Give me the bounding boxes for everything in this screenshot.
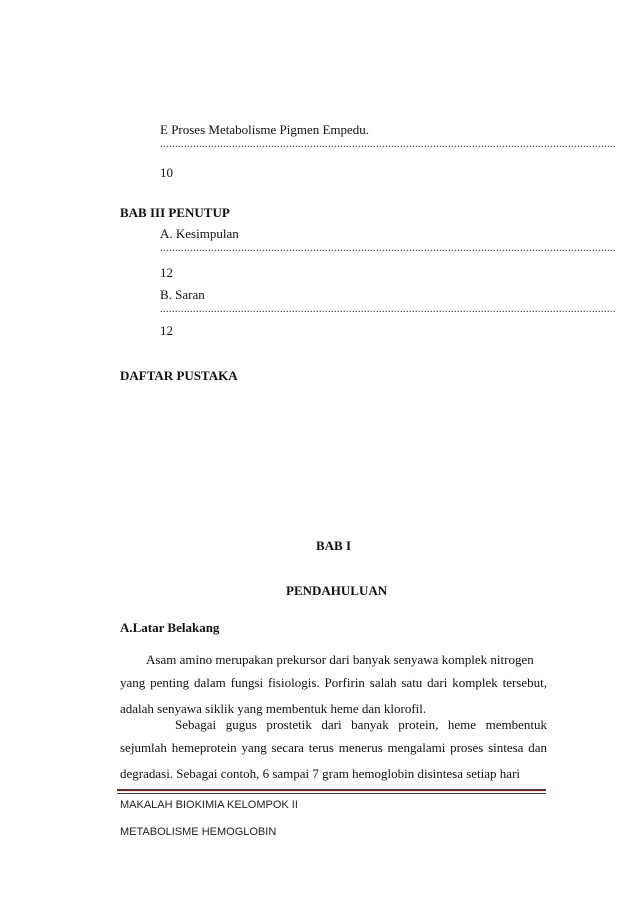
footer-rule [117, 789, 546, 791]
chapter-title: PENDAHULUAN [286, 583, 388, 598]
toc-entry-saran: B. Saran [160, 287, 205, 302]
toc-page-number: 12 [160, 323, 173, 338]
paragraph-line: Sebagai gugus prostetik dari banyak protein, heme membentuk [175, 717, 547, 732]
toc-page-number: 10 [160, 165, 173, 180]
paragraph: yang penting dalam fungsi fisiologis. Porfirin salah satu dari komplek tersebut, adalah senyawa siklik yang membentuk heme dan klorofil. [120, 675, 547, 716]
footer-subtitle: METABOLISME HEMOGLOBIN [120, 826, 277, 838]
paragraph-line: Asam amino merupakan prekursor dari banyak senyawa komplek nitrogen [146, 652, 534, 667]
toc-leader-dots: ........................................................................................................................................................ [160, 304, 616, 315]
toc-chapter-heading: BAB III PENUTUP [120, 205, 230, 220]
toc-page-number: 12 [160, 265, 173, 280]
chapter-number: BAB I [316, 538, 352, 553]
toc-entry-section-e: E Proses Metabolisme Pigmen Empedu. [160, 122, 370, 137]
toc-leader-dots: ........................................................................................................................................................ [160, 243, 616, 254]
footer-rule [117, 793, 546, 794]
paragraph: sejumlah hemeprotein yang secara terus menerus mengalami proses sintesa dan degradasi. Sebagai contoh, 6 sampai 7 gram hemoglobin disintesa setiap hari [120, 740, 547, 781]
toc-entry-kesimpulan: A. Kesimpulan [160, 226, 239, 241]
footer-title: MAKALAH BIOKIMIA KELOMPOK II [120, 799, 298, 811]
section-subheading: A.Latar Belakang [120, 620, 220, 635]
toc-daftar-pustaka: DAFTAR PUSTAKA [120, 368, 238, 383]
toc-leader-dots: ........................................................................................................................................................ [160, 139, 616, 150]
